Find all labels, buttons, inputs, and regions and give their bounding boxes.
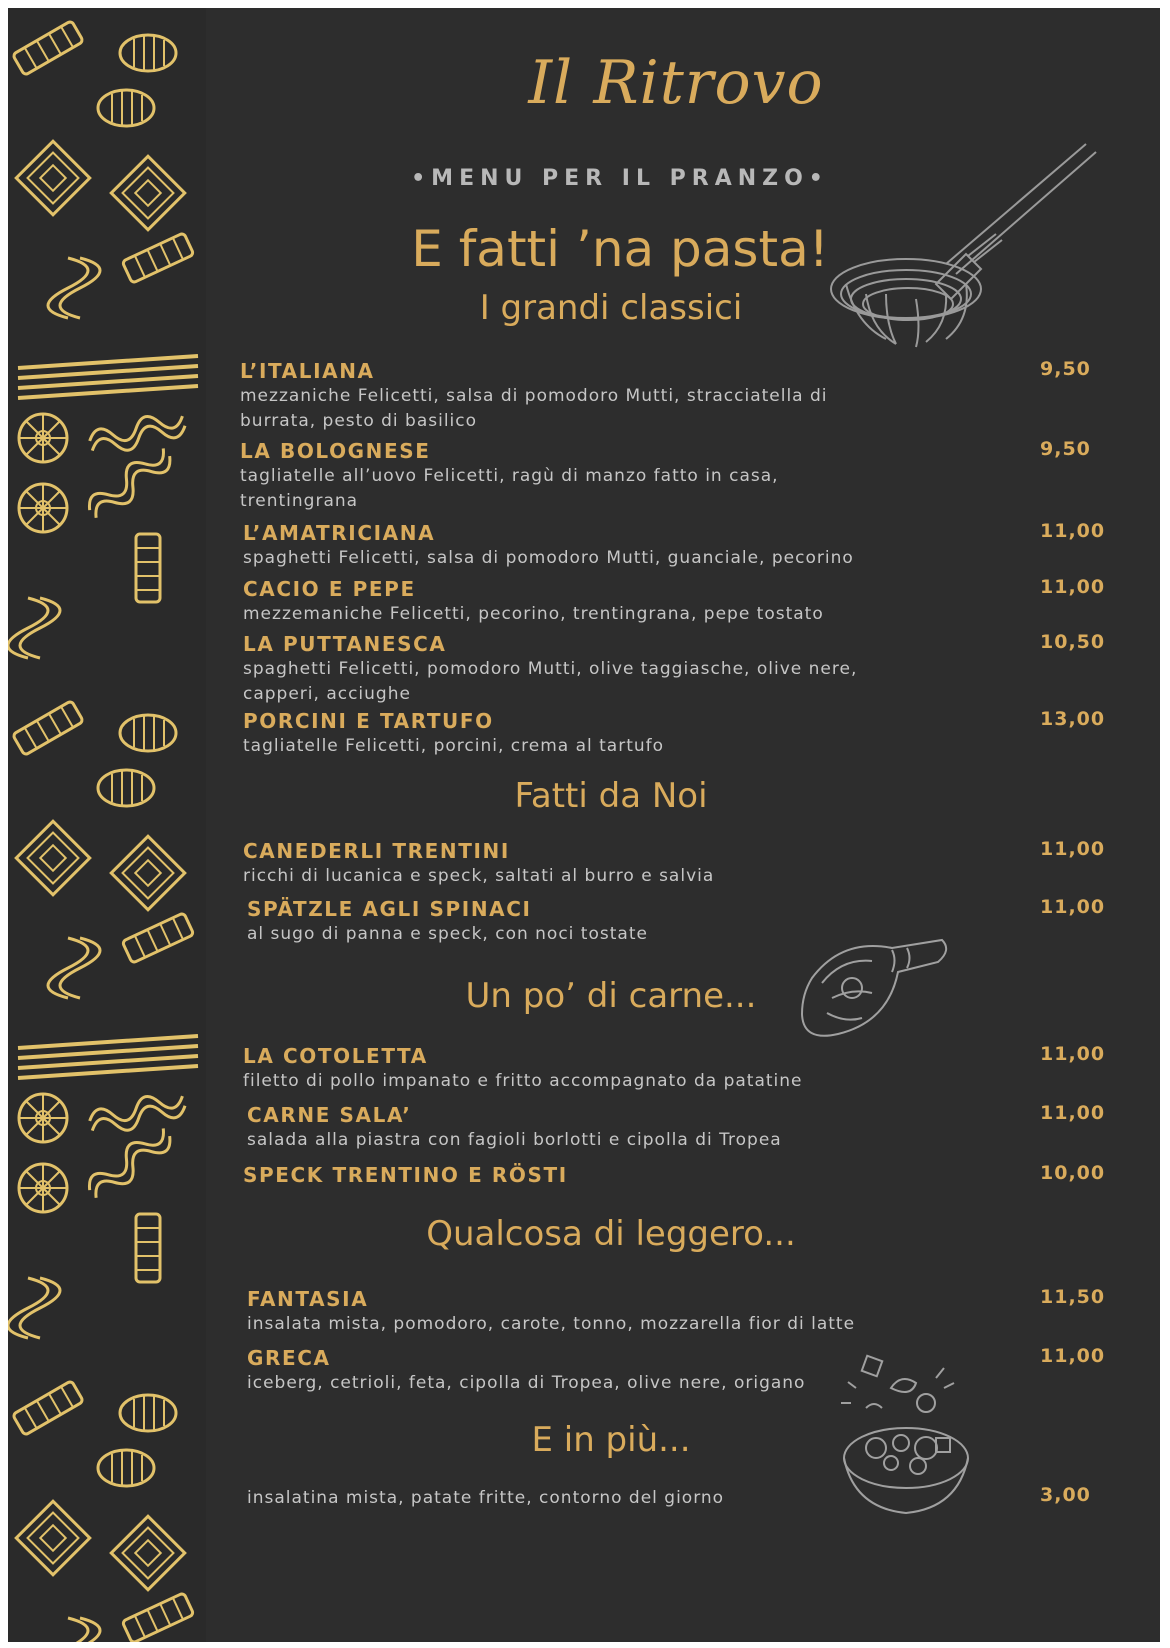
menu-item [240, 438, 1091, 514]
menu-item-description: tagliatelle Felicetti, porcini, crema al tartufo [243, 736, 665, 756]
menu-item [247, 1102, 1106, 1153]
menu-item-description: iceberg, cetrioli, feta, cipolla di Tropea, olive nere, origano [247, 1373, 806, 1393]
menu-item-name: CARNE SALA’ [247, 1103, 412, 1127]
menu-item-name: PORCINI E TARTUFO [243, 709, 494, 733]
menu-item-name: L’ITALIANA [240, 359, 375, 383]
menu-item-name: CANEDERLI TRENTINI [243, 839, 510, 863]
section-title: I grandi classici [479, 288, 743, 328]
menu-item-price: 11,00 [1040, 838, 1106, 860]
menu-item [243, 1043, 1106, 1094]
section-title: Qualcosa di leggero... [426, 1214, 796, 1254]
menu-item-price: 13,00 [1040, 708, 1106, 730]
menu-item-name: SPECK TRENTINO E RÖSTI [243, 1163, 568, 1187]
menu-item-description: tagliatelle all’uovo Felicetti, ragù di manzo fatto in casa, trentingrana [240, 466, 779, 511]
menu-item [243, 1162, 1106, 1188]
section-title: Fatti da Noi [514, 776, 708, 816]
section-title: Un po’ di carne... [465, 976, 757, 1016]
menu-item [243, 838, 1106, 889]
menu-item-description: mezzaniche Felicetti, salsa di pomodoro Mutti, stracciatella di burrata, pesto di basilico [240, 386, 828, 431]
menu-item-description: filetto di pollo impanato e fritto accompagnato da patatine [243, 1071, 803, 1091]
menu-item [247, 1345, 1106, 1396]
menu-item-name: LA BOLOGNESE [240, 439, 431, 463]
menu-item [243, 520, 1106, 571]
menu-item-description: mezzemaniche Felicetti, pecorino, trentingrana, pepe tostato [243, 604, 824, 624]
menu-item-price: 11,00 [1040, 520, 1106, 542]
menu-item-price: 3,00 [1040, 1484, 1091, 1506]
menu-item-price: 11,00 [1040, 896, 1106, 918]
menu-item-name: GRECA [247, 1346, 331, 1370]
menu-item-description: insalata mista, pomodoro, carote, tonno, mozzarella fior di latte [247, 1314, 856, 1334]
menu-item-description: salada alla piastra con fagioli borlotti e cipolla di Tropea [247, 1130, 782, 1150]
menu-item-name: LA PUTTANESCA [243, 632, 447, 656]
menu-item [240, 358, 1091, 434]
menu-item [243, 631, 1106, 707]
menu-item-description: spaghetti Felicetti, salsa di pomodoro Mutti, guanciale, pecorino [243, 548, 854, 568]
pasta-pattern-icon [8, 8, 206, 1642]
menu-item [247, 1286, 1106, 1337]
menu-item-price: 9,50 [1040, 358, 1091, 380]
restaurant-title: Il Ritrovo [528, 48, 824, 118]
menu-item-name: CACIO E PEPE [243, 577, 416, 601]
menu-item-description: al sugo di panna e speck, con noci tostate [247, 924, 648, 944]
menu-item-price: 11,00 [1040, 1102, 1106, 1124]
menu-item-name: FANTASIA [247, 1287, 369, 1311]
menu-item [247, 1484, 1091, 1511]
fork-spaghetti-sketch-icon [816, 134, 1106, 364]
menu-item-name: LA COTOLETTA [243, 1044, 428, 1068]
menu-item-price: 11,50 [1040, 1286, 1106, 1308]
menu-item-name: L’AMATRICIANA [243, 521, 436, 545]
menu-item-price: 11,00 [1040, 1043, 1106, 1065]
menu-item-name: SPÄTZLE AGLI SPINACI [247, 897, 532, 921]
menu-item [247, 896, 1106, 947]
menu-item-price: 9,50 [1040, 438, 1091, 460]
menu-headline: E fatti ’na pasta! [411, 220, 829, 278]
menu-subtitle: •MENU PER IL PRANZO• [411, 166, 829, 191]
menu-page [8, 8, 1160, 1642]
menu-item [243, 576, 1106, 627]
menu-item-price: 10,00 [1040, 1162, 1106, 1184]
menu-item-description: ricchi di lucanica e speck, saltati al burro e salvia [243, 866, 715, 886]
menu-item-description: spaghetti Felicetti, pomodoro Mutti, olive taggiasche, olive nere, capperi, acciughe [243, 659, 858, 704]
menu-item [243, 708, 1106, 759]
menu-item-description: insalatina mista, patate fritte, contorno del giorno [247, 1488, 725, 1508]
section-title: E in più... [531, 1420, 691, 1460]
menu-item-price: 11,00 [1040, 576, 1106, 598]
menu-item-price: 11,00 [1040, 1345, 1106, 1367]
menu-item-price: 10,50 [1040, 631, 1106, 653]
